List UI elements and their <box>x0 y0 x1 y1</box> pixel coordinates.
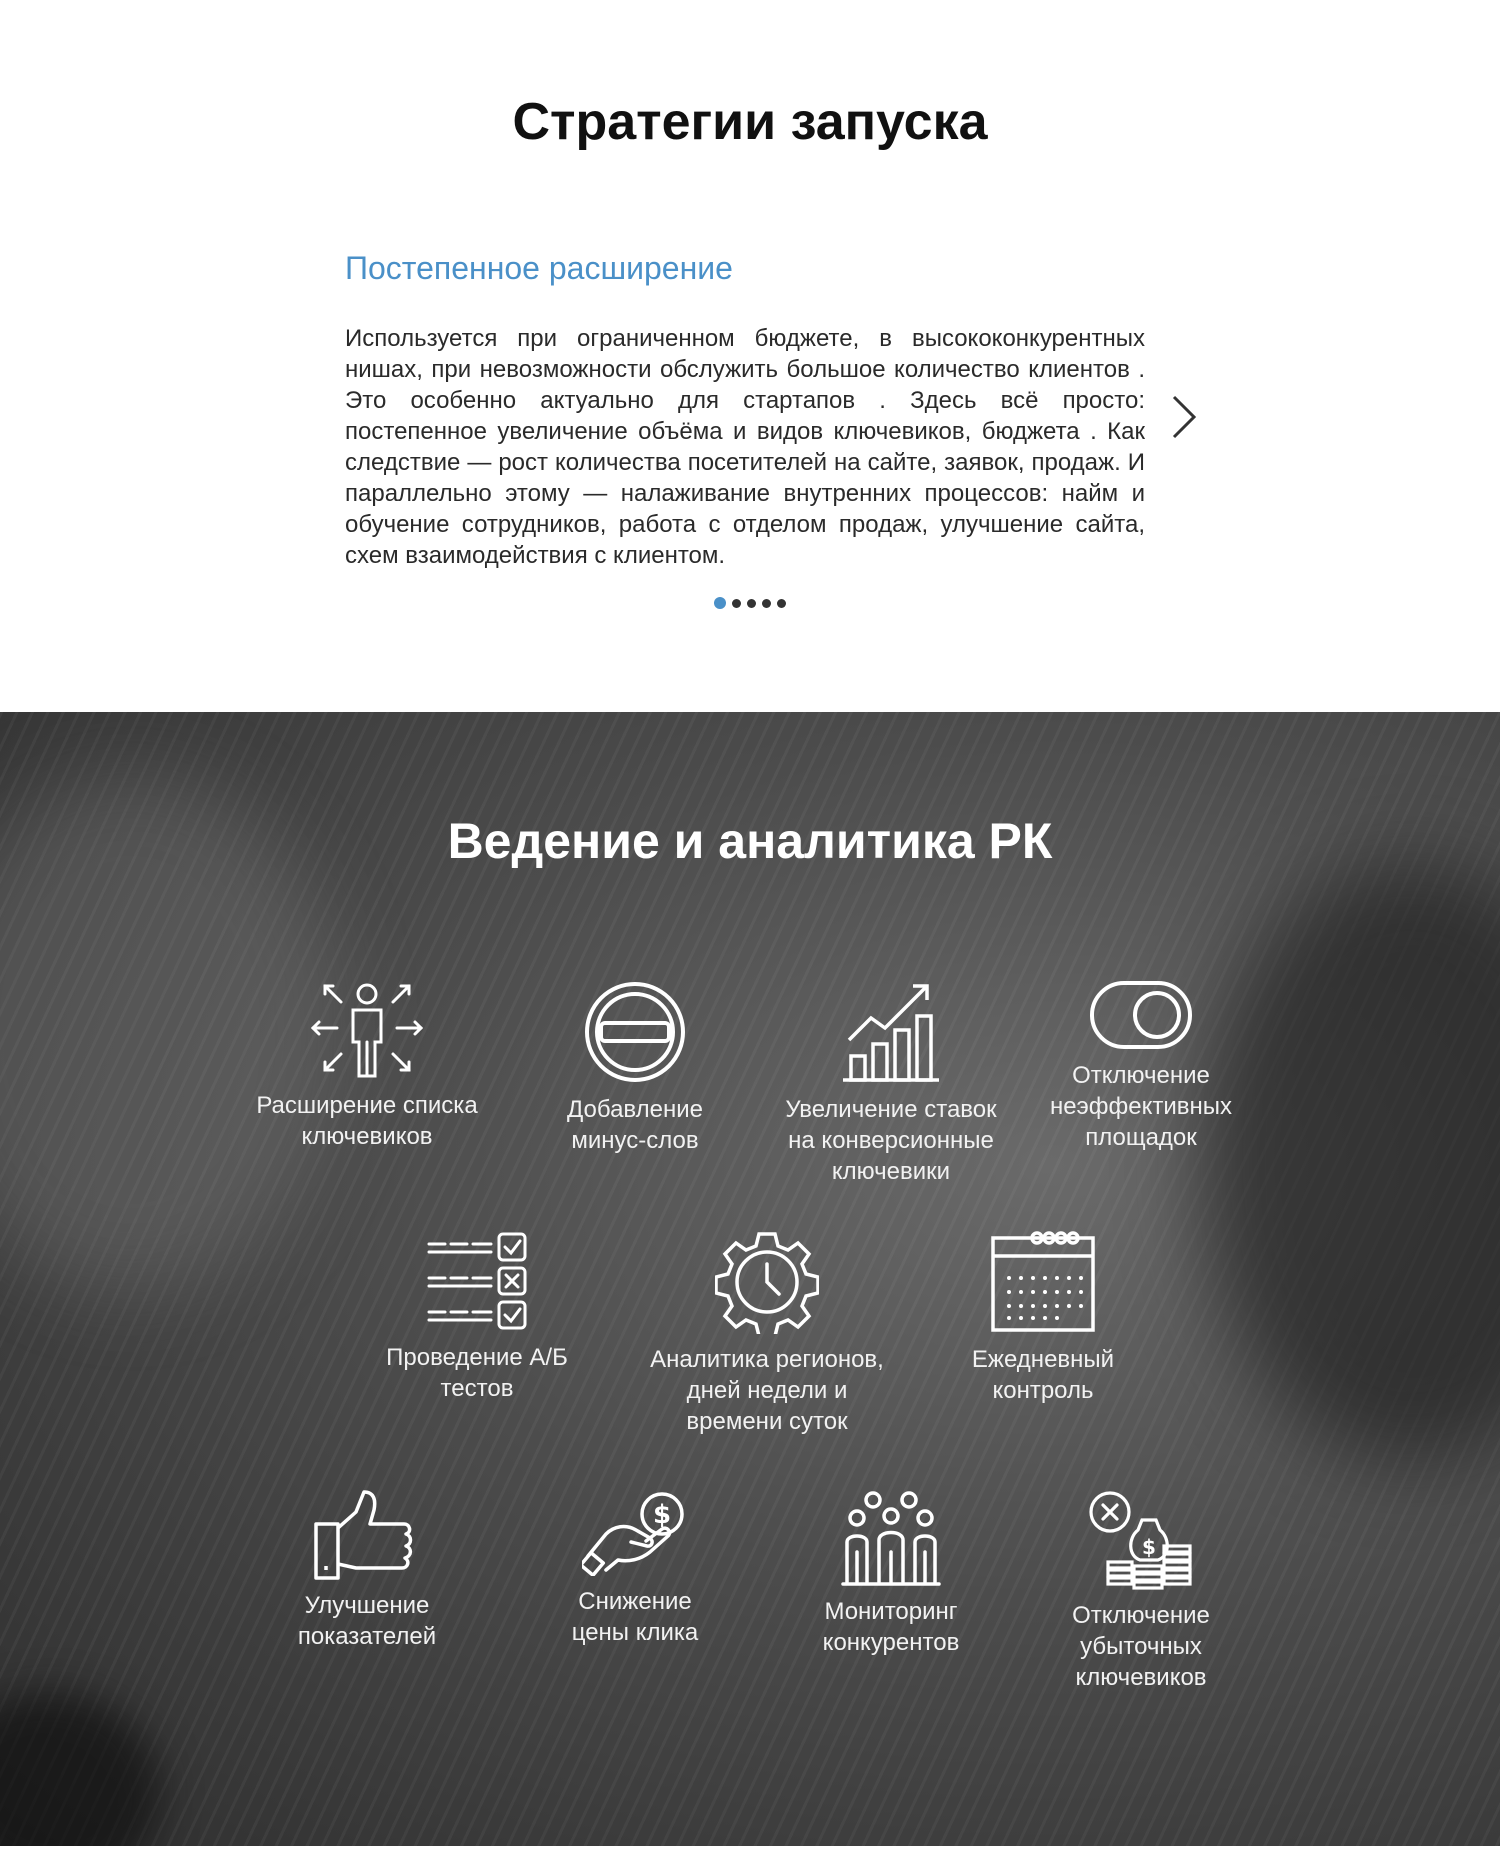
feature-raise-bids <box>761 980 1021 1187</box>
feature-label: Мониторинг конкурентов <box>822 1598 960 1656</box>
feature-label: Увеличение ставок на конверсионные ключевики <box>785 1096 997 1185</box>
svg-text:$: $ <box>652 1500 672 1530</box>
pagination-dot-1[interactable] <box>714 597 726 609</box>
feature-improve-metrics <box>237 1490 497 1652</box>
feature-label: Отключение убыточных ключевиков <box>1072 1602 1210 1691</box>
feature-disable-placements <box>1011 980 1271 1153</box>
launch-strategies-section <box>0 0 1500 712</box>
feature-region-time-analytics <box>637 1230 897 1437</box>
pagination-dot-5[interactable] <box>777 599 786 608</box>
gear-clock-icon <box>715 1230 819 1334</box>
feature-ab-tests <box>347 1230 607 1404</box>
pagination-dot-4[interactable] <box>762 599 771 608</box>
toggle-icon <box>1089 980 1193 1050</box>
money-cancel-icon <box>1088 1490 1194 1590</box>
feature-daily-control <box>913 1230 1173 1406</box>
next-slide-button[interactable] <box>1168 392 1198 442</box>
pagination-dot-3[interactable] <box>747 599 756 608</box>
feature-label: Улучшение показателей <box>297 1592 437 1650</box>
hand-coin-icon <box>582 1490 688 1576</box>
minus-circle-icon <box>583 980 687 1084</box>
person-arrows-icon <box>307 980 427 1080</box>
feature-label: Добавление минус-слов <box>567 1096 703 1154</box>
feature-label: Проведение А/Б тестов <box>386 1344 568 1402</box>
thumbs-up-icon <box>314 1490 420 1580</box>
people-group-icon <box>841 1490 941 1586</box>
slide-text: Используется при ограниченном бюджете, в высококонкурентных нишах, при невозможности обслужить большое количество клиентов . Это особенно актуально для стартапов . Здесь всё просто: постепенное увеличение объёма и видов ключевиков, бюджета . Как следствие — рост количества посетителей на сайте, заявок, продаж. И параллельно этому — налаживание внутренних процессов: найм и обучение сотрудников, работа с отделом продаж, улучшение сайта, схем взаимодействия с клиентом. <box>345 325 1145 569</box>
page-bottom <box>0 1846 1500 1876</box>
chevron-right-icon <box>1168 392 1198 442</box>
calendar-icon <box>989 1230 1097 1334</box>
svg-text:$: $ <box>1142 1535 1156 1559</box>
checklist-icon <box>425 1230 529 1332</box>
feature-label: Снижение цены клика <box>571 1588 699 1646</box>
pagination-dot-2[interactable] <box>732 599 741 608</box>
feature-disable-unprofitable <box>1011 1490 1271 1693</box>
feature-expand-keywords <box>237 980 497 1152</box>
section-title: Стратегии запуска <box>512 93 988 151</box>
feature-label: Расширение списка ключевиков <box>256 1092 478 1150</box>
section-title: Ведение и аналитика РК <box>447 813 1053 869</box>
growth-chart-icon <box>841 980 941 1084</box>
feature-competitor-monitoring <box>761 1490 1021 1658</box>
strategy-slide <box>345 250 1145 571</box>
slide-title: Постепенное расширение <box>345 250 733 286</box>
slider-pagination <box>0 597 1500 609</box>
campaign-management-section <box>0 712 1500 1846</box>
feature-label: Ежедневный контроль <box>971 1346 1115 1404</box>
feature-label: Отключение неэффективных площадок <box>1049 1062 1233 1151</box>
feature-label: Аналитика регионов, дней недели и времени суток <box>650 1346 884 1435</box>
feature-lower-cpc <box>505 1490 765 1648</box>
feature-negative-keywords <box>505 980 765 1156</box>
